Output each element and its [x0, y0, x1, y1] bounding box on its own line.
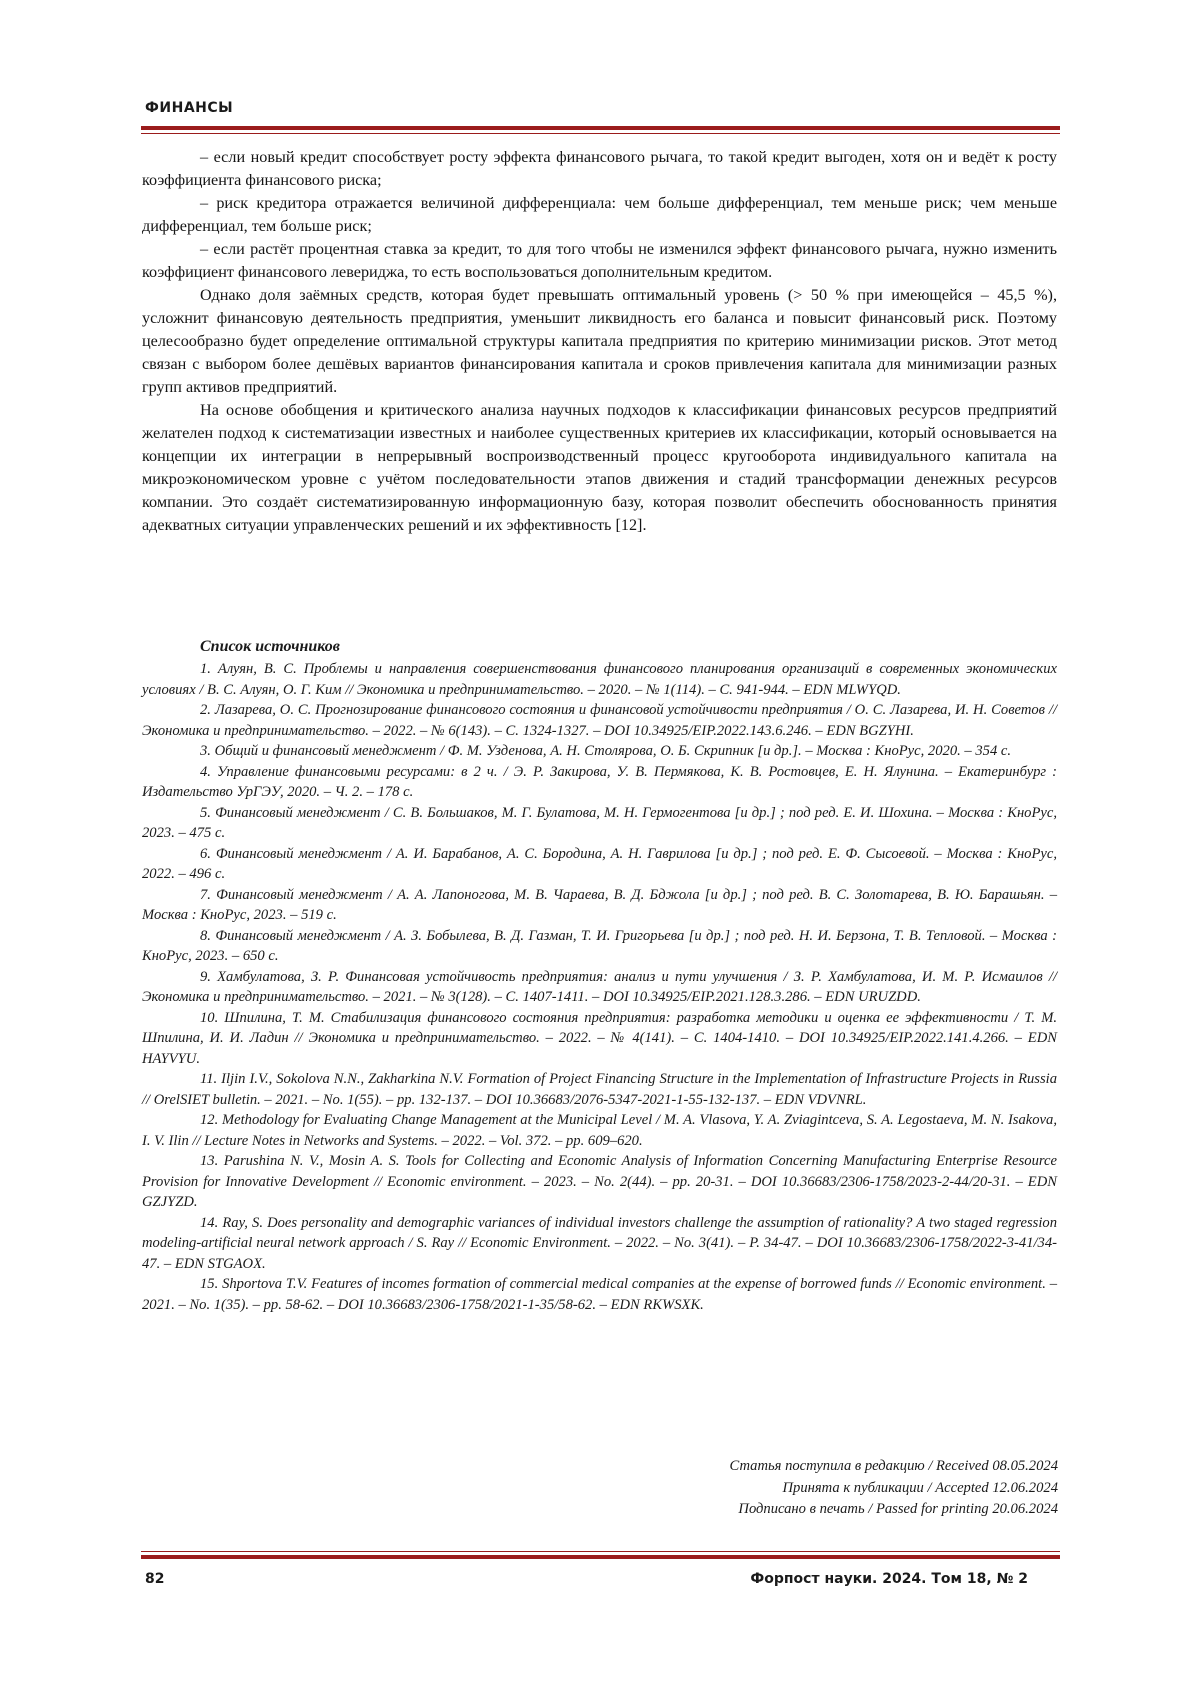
reference-item: 9. Хамбулатова, З. Р. Финансовая устойчивость предприятия: анализ и пути улучшения / З. Р. Хамбулатова, И. М. Р. Исмаилов // Экономика и предпринимательство. – 2021. – № 3(128). – С. 1407-1411. – DOI 10.34925/EIP.2021.128.3.286. – EDN URUZDD. [142, 968, 1057, 1005]
header-rule-thin [141, 133, 1060, 134]
page-number: 82 [145, 1571, 165, 1587]
reference-item: 3. Общий и финансовый менеджмент / Ф. М. Узденова, А. Н. Столярова, О. Б. Скрипник [и др.]. – Москва : КноРус, 2020. – 354 с. [200, 743, 1012, 759]
footer-rule-thick [141, 1555, 1060, 1559]
footer-rule-thin [141, 1551, 1060, 1552]
body-paragraph: – если растёт процентная ставка за кредит, то для того чтобы не изменился эффект финансового рычага, нужно изменить коэффициент финансового левериджа, то есть воспользоваться дополнительным кредитом. [142, 240, 1057, 281]
journal-citation: Форпост науки. 2024. Том 18, № 2 [750, 1571, 1028, 1587]
reference-list [142, 636, 1057, 1315]
reference-item: 7. Финансовый менеджмент / А. А. Лапоногова, М. В. Чараева, В. Д. Бджола [и др.] ; под ред. В. С. Золотарева, В. Ю. Барашьян. – Москва : КноРус, 2023. – 519 с. [142, 886, 1057, 923]
accepted-date: Принята к публикации / Accepted 12.06.2024 [782, 1479, 1058, 1496]
reference-item: 11. Iljin I.V., Sokolova N.N., Zakharkina N.V. Formation of Project Financing Structure in the Implementation of Infrastructure Projects in Russia // OrelSIET bulletin. – 2021. – No. 1(55). – pp. 132-137. – DOI 10.36683/2076-5347-2021-1-55-132-137. – EDN VDVNRL. [142, 1071, 1057, 1108]
reference-item: 12. Methodology for Evaluating Change Management at the Municipal Level / M. A. Vlasova, Y. A. Zviagintceva, S. A. Legostaeva, M. N. Isakova, I. V. Ilin // Lecture Notes in Networks and Systems. – 2022. – Vol. 372. – pp. 609–620. [142, 1112, 1057, 1149]
printed-date: Подписано в печать / Passed for printing 20.06.2024 [738, 1501, 1058, 1517]
reference-item: 14. Ray, S. Does personality and demographic variances of individual investors challenge the assumption of rationality? A two staged regression modeling-artificial neural network approach / S. Ray // Economic Environment. – 2022. – No. 3(41). – P. 34-47. – DOI 10.36683/2306-1758/2022-3-41/34-47. – EDN STGAOX. [142, 1214, 1057, 1272]
reference-item: 8. Финансовый менеджмент / А. З. Бобылева, В. Д. Газман, Т. И. Григорьева [и др.] ; под ред. Н. И. Берзона, Т. В. Тепловой. – Москва : КноРус, 2023. – 650 с. [142, 927, 1057, 964]
reference-item: 1. Алуян, В. С. Проблемы и направления совершенствования финансового планирования организаций в современных экономических условиях / В. С. Алуян, О. Г. Ким // Экономика и предпринимательство. – 2020. – № 1(114). – С. 941-944. – EDN MLWYQD. [142, 661, 1057, 698]
section-title: ФИНАНСЫ [145, 100, 234, 116]
article-dates [730, 1456, 1058, 1521]
reference-item: 4. Управление финансовыми ресурсами: в 2 ч. / Э. Р. Закирова, У. В. Пермякова, К. В. Ростовцев, Е. Н. Ялунина. – Екатеринбург : Издательство УрГЭУ, 2020. – Ч. 2. – 178 с. [142, 763, 1057, 800]
body-paragraph: – риск кредитора отражается величиной дифференциала: чем больше дифференциал, тем меньше риск; чем меньше дифференциал, тем больше риск; [142, 194, 1057, 235]
header-rule-thick [141, 126, 1060, 130]
reference-item: 10. Шпилина, Т. М. Стабилизация финансового состояния предприятия: разработка методики и оценка ее эффективности / Т. М. Шпилина, И. И. Ладин // Экономика и предпринимательство. – 2022. – № 4(141). – С. 1404-1410. – DOI 10.34925/EIP.2022.141.4.266. – EDN HAYVYU. [142, 1009, 1057, 1067]
reference-item: 6. Финансовый менеджмент / А. И. Барабанов, А. С. Бородина, А. Н. Гаврилова [и др.] ; под ред. Е. Ф. Сысоевой. – Москва : КноРус, 2022. – 496 с. [142, 845, 1057, 882]
body-paragraph: – если новый кредит способствует росту эффекта финансового рычага, то такой кредит выгоден, хотя он и ведёт к росту коэффициента финансового риска; [142, 148, 1057, 189]
reference-item: 15. Shportova T.V. Features of incomes formation of commercial medical companies at the expense of borrowed funds // Economic environment. – 2021. – No. 1(35). – pp. 58-62. – DOI 10.36683/2306-1758/2021-1-35/58-62. – EDN RKWSXK. [142, 1276, 1057, 1313]
reference-item: 13. Parushina N. V., Mosin A. S. Tools for Collecting and Economic Analysis of Information Concerning Manufacturing Enterprise Resource Provision for Innovative Development // Economic environment. – 2023. – No. 2(44). – pp. 20-31. – DOI 10.36683/2306-1758/2023-2-44/20-31. – EDN GZJYZD. [142, 1153, 1057, 1210]
article-body [142, 146, 1057, 537]
received-date: Статья поступила в редакцию / Received 08.05.2024 [729, 1458, 1058, 1474]
body-paragraph: На основе обобщения и критического анализа научных подходов к классификации финансовых ресурсов предприятий желателен подход к систематизации известных и наиболее существенных критериев их классификации, который основывается на концепции их интеграции в непрерывный воспроизводственный процесс кругооборота индивидуального капитала на микроэкономическом уровне с учётом последовательности этапов движения и стадий трансформации денежных ресурсов компании. Это создаёт систематизированную информационную базу, которая позволит обеспечить обоснованность принятия адекватных ситуации управленческих решений и их эффективность [12]. [142, 401, 1057, 534]
body-paragraph: Однако доля заёмных средств, которая будет превышать оптимальный уровень (> 50 % при имеющейся – 45,5 %), усложнит финансовую деятельность предприятия, уменьшит ликвидность его баланса и повысит финансовый риск. Поэтому целесообразно будет определение оптимальной структуры капитала предприятия по критерию минимизации рисков. Этот метод связан с выбором более дешёвых вариантов финансирования капитала и сроков привлечения капитала для минимизации разных групп активов предприятий. [142, 286, 1057, 396]
reference-item: 5. Финансовый менеджмент / С. В. Большаков, М. Г. Булатова, М. Н. Гермогентова [и др.] ; под ред. Е. И. Шохина. – Москва : КноРус, 2023. – 475 с. [142, 804, 1057, 841]
reference-item: 2. Лазарева, О. С. Прогнозирование финансового состояния и финансовой устойчивости предприятия / О. С. Лазарева, И. Н. Советов // Экономика и предпринимательство. – 2022. – № 6(143). – С. 1324-1327. – DOI 10.34925/EIP.2022.143.6.246. – EDN BGZYHI. [142, 702, 1057, 739]
references-title: Список источников [200, 638, 340, 655]
